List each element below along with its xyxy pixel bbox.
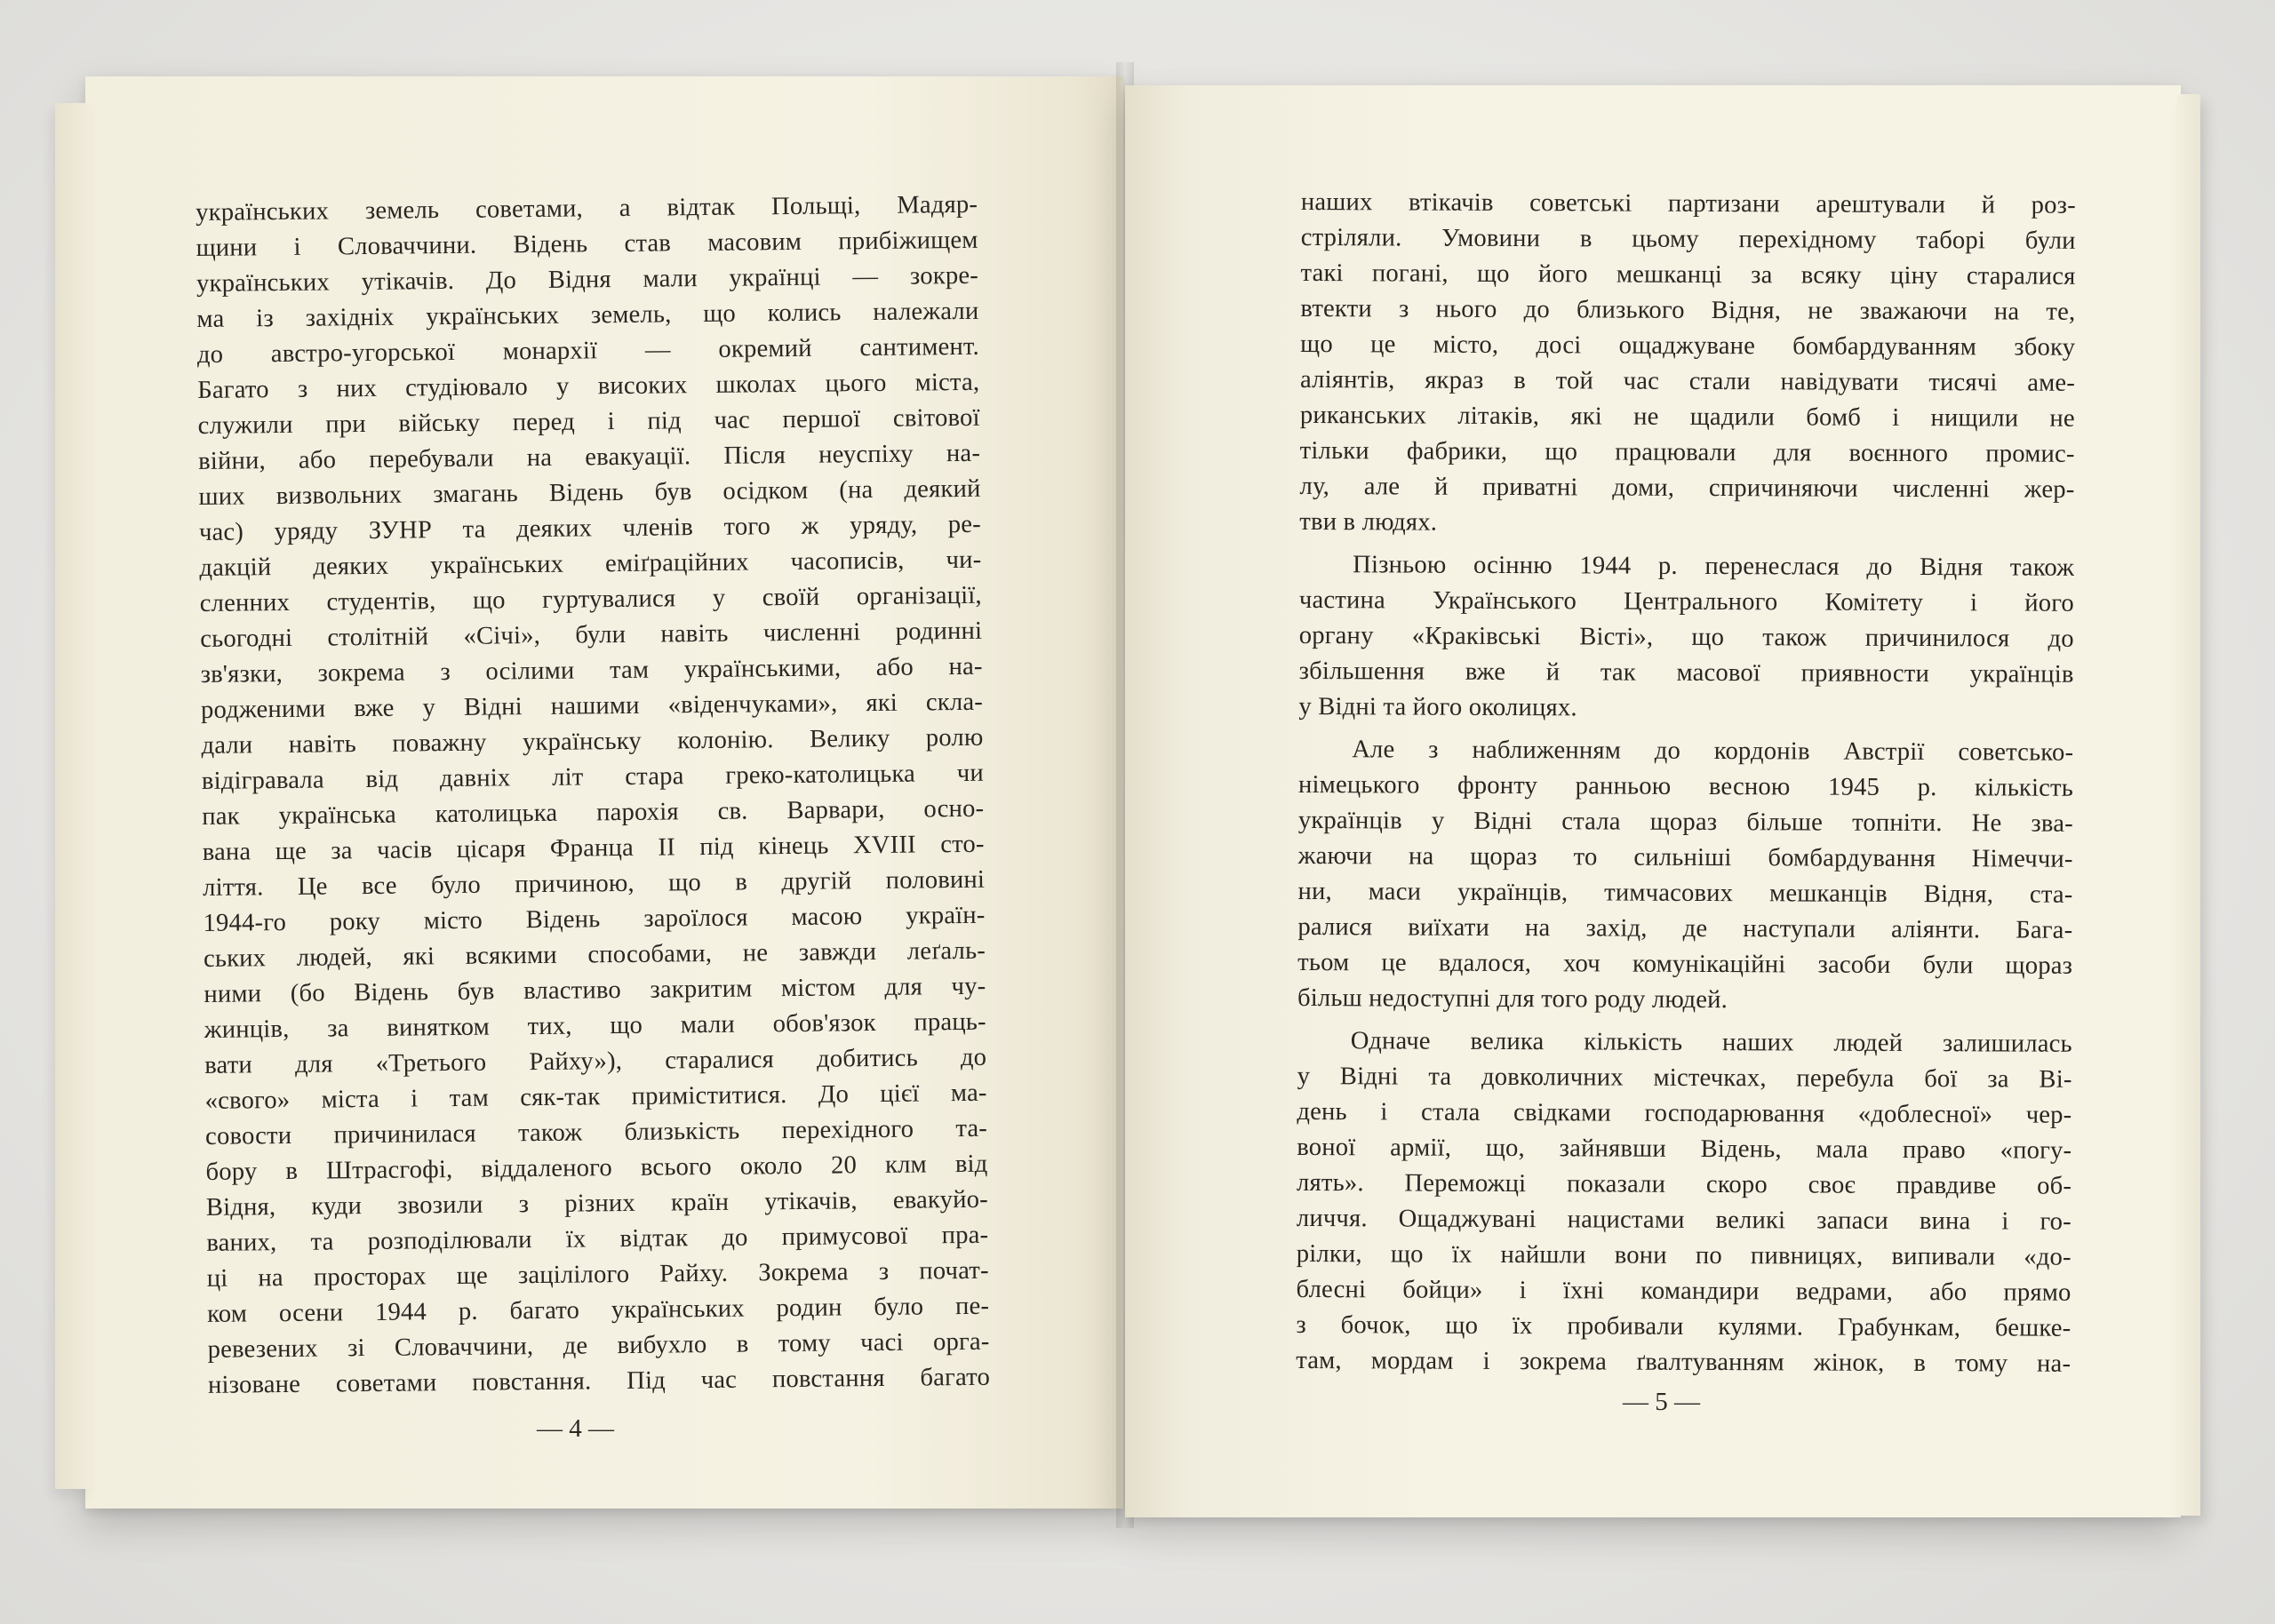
text-line: українських земель советами, а відтак Польщі, Мадяр- bbox=[196, 190, 978, 227]
text-line: ком осени 1944 р. багато українських родин було пе- bbox=[207, 1292, 990, 1328]
text-line: там, мордам і зокрема ґвалтуванням жінок, в тому на- bbox=[1296, 1346, 2071, 1378]
text-line: жаючи на щораз то сильніші бомбардування Німеччи- bbox=[1297, 841, 2073, 873]
text-line: блесні бойци» і їхні командири ведрами, або прямо bbox=[1296, 1275, 2071, 1307]
text-line: ших визвольних змагань Відень був осідком (на деякий bbox=[198, 474, 981, 511]
text-line: українських утікачів. До Відня мали українці — зокре- bbox=[196, 261, 979, 298]
text-line: риканських літаків, які не щадили бомб і нищили не bbox=[1299, 401, 2075, 433]
text-line: рілки, що їх найшли вони по пивницях, випивали «до- bbox=[1296, 1239, 2071, 1271]
text-line: вати для «Третього Райху»), старалися добитись до bbox=[204, 1043, 987, 1079]
text-line: дали навіть поважну українську колонію. Велику ролю bbox=[201, 723, 984, 760]
text-line: тви в людях. bbox=[1299, 507, 1438, 537]
text-line: стріляли. Умовини в цьому перехідному таборі були bbox=[1300, 223, 2076, 255]
text-line: ни, маси українців, тимчасових мешканців Відня, ста- bbox=[1297, 877, 2073, 909]
text-line: дакцій деяких українських еміґраційних часописів, чи- bbox=[199, 545, 982, 582]
text-line: що це місто, досі ощаджуване бомбардуванням збоку bbox=[1300, 330, 2076, 362]
text-line: вана ще за часів цісаря Франца II під кінець XVIII сто- bbox=[202, 830, 985, 866]
text-line: «свого» міста і там сяк-так приміститися. До цієї ма- bbox=[204, 1079, 987, 1115]
text-line: ралися виїхати на захід, де наступали аліянти. Бага- bbox=[1297, 912, 2073, 944]
text-line: личчя. Ощаджувані нацистами великі запаси вина і го- bbox=[1296, 1204, 2071, 1236]
text-line: ревезених зі Словаччини, де вибухло в тому часі орга- bbox=[207, 1327, 990, 1364]
text-line: жинців, за винятком тих, що мали обов'язок праць- bbox=[204, 1007, 986, 1044]
text-line: Багато з них студіювало у високих школах цього міста, bbox=[197, 368, 980, 404]
text-line: день і стала свідками господарювання «доблесної» чер- bbox=[1297, 1097, 2072, 1129]
text-line: воної армії, що, зайнявши Відень, мала право «погу- bbox=[1297, 1133, 2072, 1165]
text-line: такі погані, що його мешканці за всяку ціну старалися bbox=[1300, 259, 2076, 291]
text-line: сленних студентів, що гуртувалися у своїй організації, bbox=[199, 581, 982, 617]
text-line: Пізньою осінню 1944 р. перенеслася до Відня також bbox=[1353, 551, 2075, 582]
text-line: у Відні та його околицях. bbox=[1298, 692, 1577, 722]
text-line: зв'язки, зокрема з осілими там українськими, або на- bbox=[200, 652, 983, 689]
text-line: сьогодні столітній «Січі», були навіть численні родинні bbox=[200, 617, 983, 653]
text-line: ма із західніх українських земель, що колись належали bbox=[196, 297, 979, 333]
text-line: ліття. Це все було причиною, що в другій половині bbox=[203, 865, 986, 902]
text-line: служили при війську перед і під час першої світової bbox=[197, 403, 980, 440]
text-line: збільшення вже й так масової приявности українців bbox=[1298, 657, 2074, 689]
text-line: у Відні та довколичних містечках, перебула бої за Ві- bbox=[1297, 1062, 2072, 1094]
text-line: Одначе велика кількість наших людей залишилась bbox=[1350, 1027, 2072, 1058]
text-line: аліянтів, якраз в той час стали навідувати тисячі аме- bbox=[1299, 365, 2076, 397]
text-line: Але з наближенням до кордонів Австрії советсько- bbox=[1352, 736, 2074, 767]
left-page bbox=[85, 76, 1123, 1509]
text-line: ваних, та розподілювали їх відтак до примусової пра- bbox=[206, 1221, 989, 1257]
text-line: 1944-го року місто Відень зароїлося масою україн- bbox=[203, 901, 986, 937]
left-page-text bbox=[196, 187, 990, 1404]
text-line: час) уряду ЗУНР та деяких членів того ж уряду, ре- bbox=[198, 510, 982, 546]
text-line: ських людей, які всякими способами, не завжди леґаль- bbox=[203, 936, 986, 973]
text-line: наших втікачів советські партизани арештували й роз- bbox=[1300, 187, 2076, 219]
page-number-left: — 4 — bbox=[537, 1414, 614, 1443]
text-line: ці на просторах ще зацілілого Райху. Зокрема з почат- bbox=[206, 1256, 989, 1293]
text-line: німецького фронту ранньою весною 1945 р. кількість bbox=[1297, 770, 2074, 802]
text-line: до австро-угорської монархії — окремий сантимент. bbox=[196, 332, 979, 369]
text-line: лу, але й приватні доми, спричиняючи численні жер- bbox=[1299, 472, 2075, 504]
text-line: більш недоступні для того роду людей. bbox=[1297, 983, 1728, 1015]
text-line: частина Українського Центрального Комітету і його bbox=[1298, 585, 2075, 617]
text-line: українців у Відні стала щораз більше топніти. Не зва- bbox=[1297, 806, 2073, 838]
text-line: Відня, куди звозили з різних країн утікачів, евакуйо- bbox=[205, 1185, 989, 1222]
text-line: щини і Словаччини. Відень став масовим прибіжищем bbox=[196, 226, 978, 262]
text-line: ними (бо Відень був властиво закритим містом для чу- bbox=[204, 972, 986, 1008]
text-line: лять». Переможці показали скоро своє правдиве об- bbox=[1297, 1168, 2072, 1200]
text-line: пак українська католицька парохія св. Варвари, осно- bbox=[202, 794, 985, 831]
text-line: совости причинилася також близькість перехідного та- bbox=[204, 1114, 988, 1150]
text-line: бору в Штрасгофі, віддаленого всього около 20 клм від bbox=[205, 1150, 988, 1186]
right-page bbox=[1125, 85, 2181, 1517]
text-line: тьом це вдалося, хоч комунікаційні засоби були щораз bbox=[1297, 948, 2073, 980]
text-line: тільки фабрики, що працювали для воєнного промис- bbox=[1299, 436, 2075, 468]
text-line: з бочок, що їх пробивали кулями. Грабункам, бешке- bbox=[1296, 1310, 2071, 1342]
text-line: органу «Краківські Вісті», що також причинилося до bbox=[1298, 621, 2074, 653]
right-page-text bbox=[1296, 185, 2076, 1382]
text-line: родженими вже у Відні нашими «віденчуками», які скла- bbox=[200, 688, 984, 724]
text-line: війни, або перебували на евакуації. Після неуспіху на- bbox=[197, 439, 981, 475]
text-line: відігравала від давніх літ стара греко-католицька чи bbox=[201, 759, 985, 795]
page-number-right: — 5 — bbox=[1623, 1388, 1700, 1416]
text-line: втекти з нього до близького Відня, не зважаючи на те, bbox=[1300, 294, 2076, 326]
text-line: нізоване советами повстання. Під час повстання багато bbox=[207, 1363, 991, 1399]
